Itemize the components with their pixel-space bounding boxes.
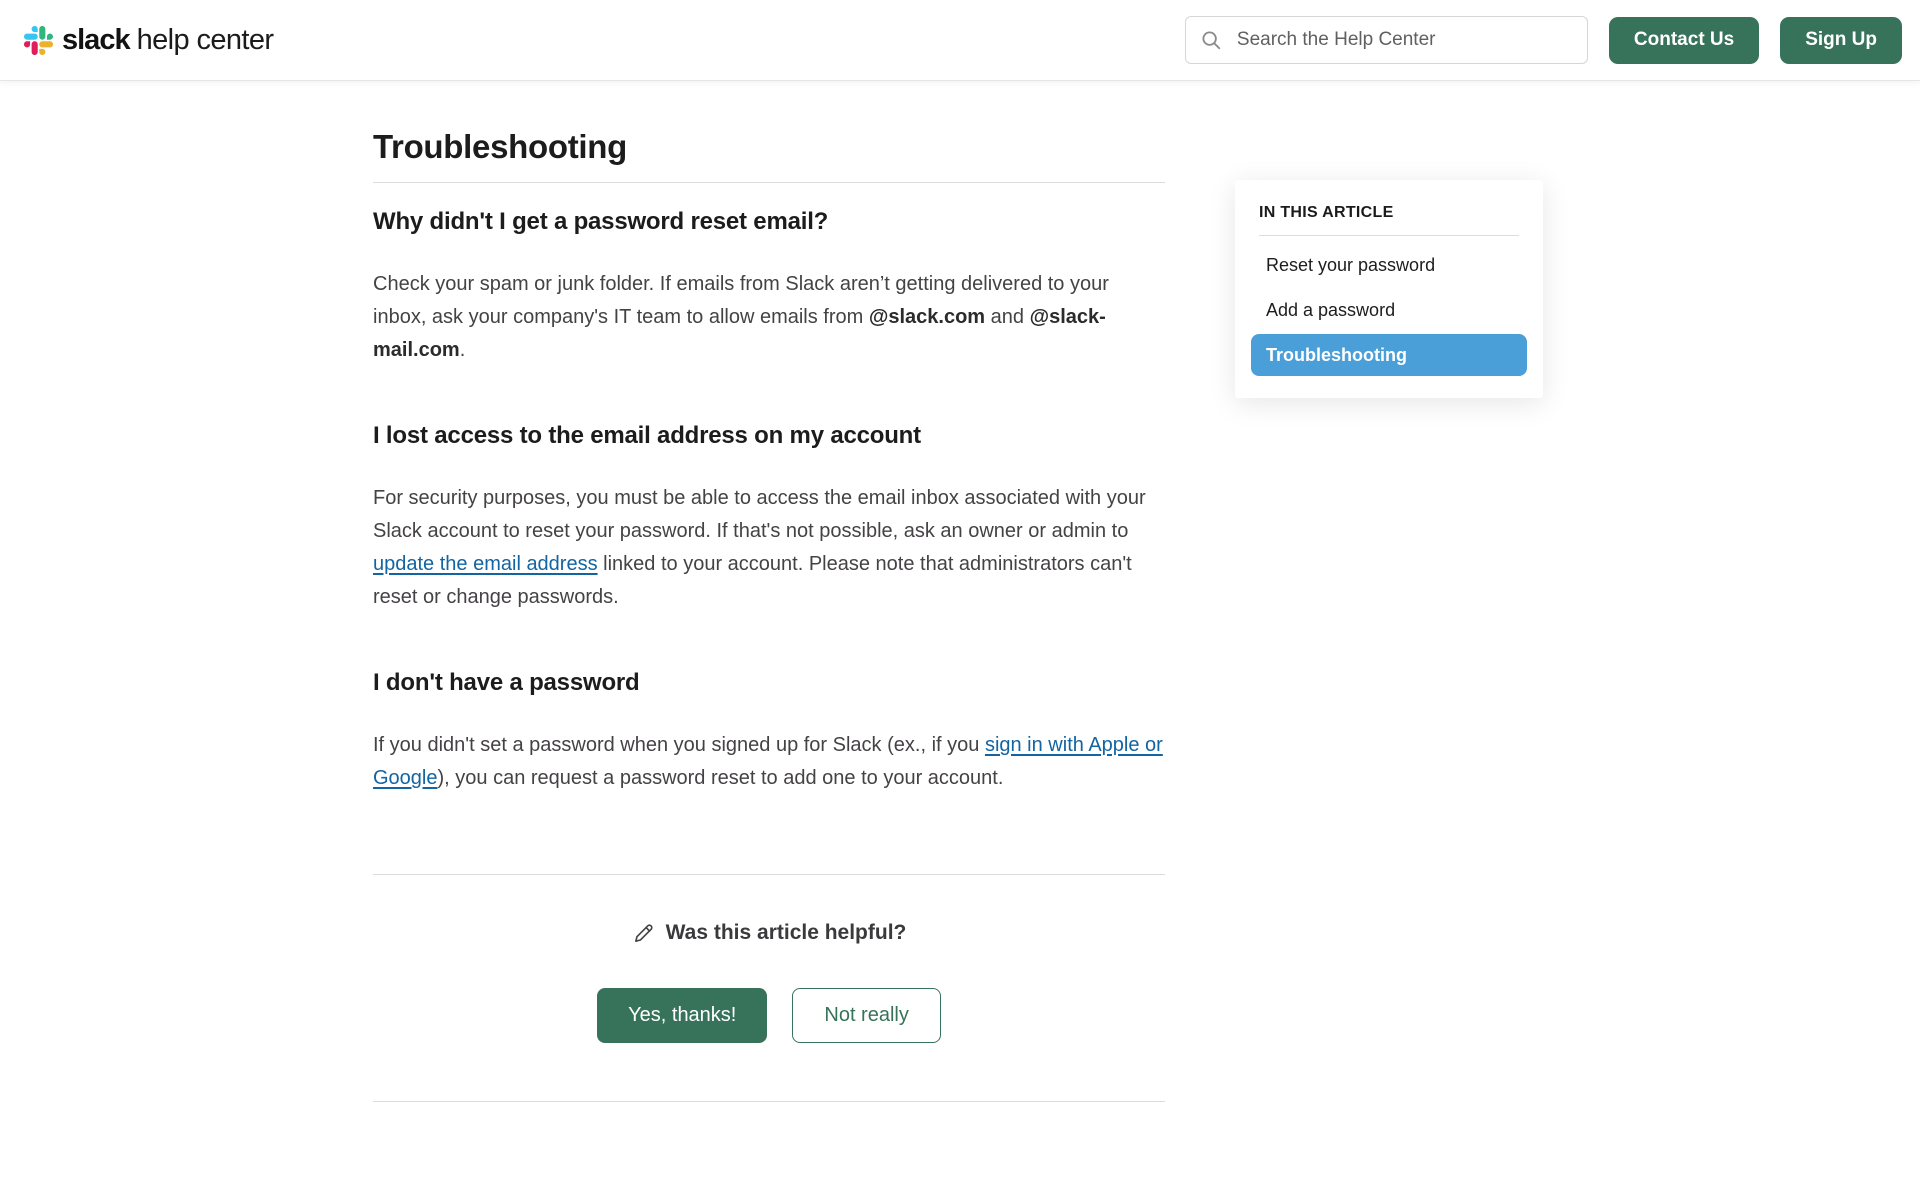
toc-divider — [1259, 235, 1519, 236]
section-lost-email-access — [373, 367, 1165, 614]
header-actions — [1185, 16, 1902, 64]
toc-item-troubleshooting[interactable]: Troubleshooting — [1251, 334, 1527, 376]
contact-us-button[interactable]: Contact Us — [1609, 17, 1759, 64]
section-password-reset-email — [373, 183, 1165, 367]
header — [0, 0, 1920, 81]
search-box[interactable] — [1185, 16, 1588, 64]
bottom-divider — [373, 1101, 1165, 1102]
section-paragraph: Check your spam or junk folder. If emails from Slack aren’t getting delivered to your inbox, ask your company's IT team to allow emails from @slack.com and @slack-mail.com. — [373, 273, 1109, 361]
section-paragraph: For security purposes, you must be able to access the email inbox associated with your Slack account to reset your password. If that's not possible, ask an owner or admin to update the email address linked to your account. Please note that administrators can't reset or change passwords. — [373, 487, 1146, 608]
toc-item-add-a-password[interactable]: Add a password — [1266, 300, 1396, 320]
in-this-article-sidebar — [1235, 127, 1543, 398]
feedback-question — [632, 921, 907, 945]
section-heading: I don't have a password — [373, 669, 640, 696]
toc-title: IN THIS ARTICLE — [1259, 204, 1394, 221]
pencil-icon — [632, 922, 655, 945]
toc-item-reset-your-password[interactable]: Reset your password — [1266, 255, 1436, 275]
toc-card — [1235, 180, 1543, 398]
section-heading: I lost access to the email address on my account — [373, 422, 921, 449]
logo-suffix-text: help center — [136, 23, 274, 56]
feedback-question-text: Was this article helpful? — [665, 921, 907, 944]
section-heading: Why didn't I get a password reset email? — [373, 208, 829, 235]
search-input[interactable] — [1235, 28, 1573, 52]
sign-up-button[interactable]: Sign Up — [1780, 17, 1902, 64]
slack-help-center-logo[interactable] — [24, 24, 273, 57]
search-icon — [1200, 29, 1222, 51]
not-really-button[interactable]: Not really — [792, 988, 940, 1043]
section-paragraph: If you didn't set a password when you signed up for Slack (ex., if you sign in with Apple or Google), you can request a password reset to add one to your account. — [373, 734, 1163, 789]
yes-thanks-button[interactable]: Yes, thanks! — [597, 988, 767, 1043]
slack-logo-icon — [24, 26, 53, 55]
inline-link[interactable]: update the email address — [373, 553, 598, 575]
logo-brand-text: slack — [62, 23, 130, 56]
main-content — [373, 81, 1547, 1102]
logo-wordmark — [62, 24, 273, 57]
page-title: Troubleshooting — [373, 128, 627, 165]
feedback-buttons — [373, 988, 1165, 1043]
section-no-password — [373, 614, 1165, 795]
feedback-block — [373, 875, 1165, 1043]
article — [373, 127, 1165, 1102]
inline-link[interactable]: sign in with Apple or Google — [373, 734, 1163, 789]
